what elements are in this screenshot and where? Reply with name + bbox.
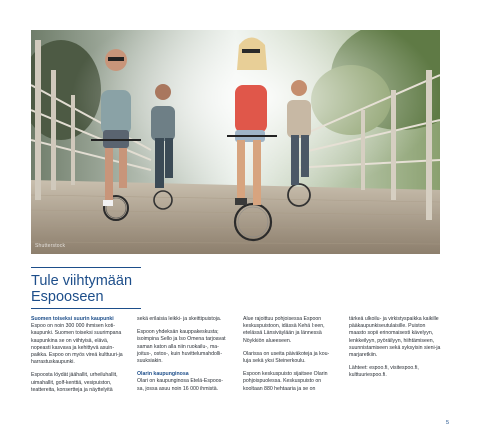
title-line-2: Espooseen — [31, 289, 104, 305]
paragraph: Espoon yhdeksän kauppakeskusta; isoimpina Sello ja Iso Omena tarjoavat saman katon alla niin ruokailu-, ma-joitus-, ostos-, kuin huvittelumahdolli-suuksiakin. — [137, 329, 226, 365]
cyclists-illustration — [31, 30, 440, 254]
text-column-1 — [31, 316, 123, 400]
cyclists-photo — [31, 30, 440, 254]
paragraph-text: Olari on kaupunginosa Etelä-Espoos-sa, jossa asuu noin 16 000 ihmistä. — [137, 378, 223, 392]
text-column-3 — [243, 316, 335, 399]
paragraph — [31, 316, 123, 366]
text-column-4 — [349, 316, 441, 386]
page-number: 5 — [446, 420, 450, 426]
title-top-rule — [31, 267, 141, 268]
section-heading: Suomen toiseksi suurin kaupunki — [31, 316, 114, 322]
photo-credit: Shutterstock — [35, 243, 66, 249]
paragraph: Olarissa on useita päiväkoteja ja kou-luja sekä yksi Steinerkoulu. — [243, 350, 330, 365]
paragraph-text: Espoo on noin 300 000 ihmisen koti-kaupunki. Suomen toiseksi suurimpana kaupunkina se on viihtyisä, elävä, nopeasti kasvava ja kehittyvä asuin-paikka. Espoo on myös vireä kulttuuri-ja harrastuskaupunki. — [31, 323, 123, 366]
paragraph: sekä erilaisia leikki- ja skeittipuistoja. — [137, 316, 222, 322]
text-column-2 — [137, 316, 229, 399]
paragraph — [137, 371, 229, 393]
title-line-1: Tule viihtymään — [31, 273, 133, 289]
paragraph: Espoosta löydät jäähallit, urheiluhallit, uimahallit, golf-kenttiä, vesipuiston, teattereita, konsertteja ja näyttelyitä — [31, 372, 118, 393]
section-heading: Olarin kaupunginosa — [137, 371, 189, 378]
sources-paragraph: Lähteet: espoo.fi, visitespoo.fi, kulttuuriespoo.fi. — [349, 365, 419, 379]
paragraph: Alue rajoittuu pohjoisessa Espoon keskuspuistoon, idässä Kehä I:een, etelässä Länsiväylään ja lännessä Nöykkiön alueeseen. — [243, 316, 325, 344]
title-bottom-rule — [31, 308, 141, 309]
paragraph: tärkeä ulkoilu- ja virkistyspaikka kaikille pääkaupunkiseutulaisille. Puiston maasto sopii erinomaisesti kävelyyn, lenkkeilyyn, pyöräilyyn, hiihtämiseen, suunnistamiseen sekä syksyisin sieni-ja marjaretkiin. — [349, 316, 441, 359]
paragraph: Espoon keskuspuisto sijaitsee Olarin pohjoispuolessa. Keskuspuisto on kooltaan 880 hehtaaria ja se on — [243, 371, 328, 392]
article-title — [31, 273, 181, 305]
